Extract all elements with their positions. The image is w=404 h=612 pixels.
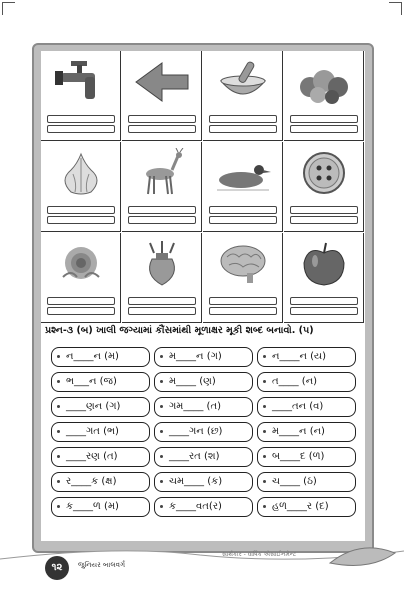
exercise-text: હળ____ર (દ) (272, 501, 329, 512)
exercise-box[interactable] (51, 347, 150, 367)
picture-grid (41, 51, 365, 323)
worksheet-frame (32, 43, 374, 553)
bullet-dot (263, 505, 266, 508)
tap-image (51, 57, 111, 107)
garlic-image (51, 148, 111, 198)
button-image (294, 148, 354, 198)
rose-image (51, 239, 111, 289)
exercise-box[interactable] (51, 372, 150, 392)
exercise-box[interactable] (51, 497, 150, 517)
bullet-dot (263, 380, 266, 383)
exercise-box[interactable] (154, 397, 253, 417)
duck-image (213, 148, 273, 198)
vegetables-image (294, 57, 354, 107)
answer-box[interactable] (47, 297, 115, 305)
question-title: પ્રશ્ન-૩ (બ) ખાલી જગ્યામાં કૌંસમાંથી મૂળાક્ષર મૂકી શબ્દ બનાવો. (૫) (45, 325, 314, 336)
exercise-text: ન____ન (ય) (272, 351, 327, 362)
exercise-box[interactable] (257, 347, 356, 367)
answer-box[interactable] (128, 206, 196, 214)
bullet-dot (57, 480, 60, 483)
answer-box[interactable] (209, 125, 277, 133)
exercise-text: બ____દ (ળ) (272, 451, 325, 462)
answer-box[interactable] (209, 307, 277, 315)
picture-cell (41, 233, 121, 323)
exercise-text: ગમ____ (ત) (169, 401, 221, 412)
bullet-dot (160, 505, 163, 508)
bullet-dot (57, 380, 60, 383)
bullet-dot (160, 480, 163, 483)
exercise-box[interactable] (154, 447, 253, 467)
deer-image (132, 148, 192, 198)
picture-cell (122, 51, 202, 141)
answer-box[interactable] (47, 125, 115, 133)
exercise-box[interactable] (51, 447, 150, 467)
bullet-dot (57, 355, 60, 358)
picture-cell (284, 233, 364, 323)
bullet-dot (160, 380, 163, 383)
exercise-box[interactable] (51, 397, 150, 417)
exercise-box[interactable] (51, 422, 150, 442)
answer-box[interactable] (128, 297, 196, 305)
bullet-dot (263, 455, 266, 458)
answer-box[interactable] (128, 125, 196, 133)
exercise-text: ર____ક (ક્ષ) (66, 476, 117, 487)
answer-box[interactable] (47, 206, 115, 214)
answer-box[interactable] (209, 206, 277, 214)
answer-box[interactable] (290, 297, 358, 305)
bullet-dot (160, 455, 163, 458)
exercise-text: ____ગત (ભ) (66, 426, 119, 437)
answer-box[interactable] (128, 307, 196, 315)
exercise-text: ન____ન (મ) (66, 351, 119, 362)
answer-box[interactable] (128, 216, 196, 224)
exercise-box[interactable] (257, 447, 356, 467)
exercise-text: ચમ____ (ક) (169, 476, 223, 487)
picture-cell (203, 51, 283, 141)
answer-box[interactable] (290, 307, 358, 315)
crop-mark-top-left (2, 2, 15, 15)
picture-cell (41, 51, 121, 141)
exercise-text: ____ણન (ગ) (66, 401, 121, 412)
apple-image (294, 239, 354, 289)
picture-cell (122, 142, 202, 232)
exercise-box[interactable] (154, 497, 253, 517)
bullet-dot (160, 405, 163, 408)
footer-right-text: સાર્થકાર - વાર્ષિક એસાઈનમેન્ટ (222, 551, 297, 558)
answer-box[interactable] (47, 307, 115, 315)
exercise-text: ____ગન (છ) (169, 426, 223, 437)
answer-box[interactable] (209, 216, 277, 224)
crop-mark-top-right (389, 2, 402, 15)
answer-box[interactable] (290, 115, 358, 123)
exercise-box[interactable] (257, 372, 356, 392)
brain-image (213, 239, 273, 289)
exercise-text: મ____ન (ગ) (169, 351, 222, 362)
bullet-dot (57, 430, 60, 433)
exercise-text: ____રણ (ત) (66, 451, 118, 462)
bullet-dot (160, 430, 163, 433)
answer-box[interactable] (47, 216, 115, 224)
answer-box[interactable] (290, 125, 358, 133)
exercise-text: ભ___ન (જ) (66, 376, 117, 387)
exercise-text: ____રત (શ) (169, 451, 220, 462)
answer-box[interactable] (209, 297, 277, 305)
exercise-box[interactable] (154, 422, 253, 442)
answer-box[interactable] (209, 115, 277, 123)
picture-cell (203, 142, 283, 232)
exercise-box[interactable] (51, 472, 150, 492)
exercise-box[interactable] (257, 472, 356, 492)
bullet-dot (57, 455, 60, 458)
answer-box[interactable] (290, 216, 358, 224)
exercise-box[interactable] (257, 497, 356, 517)
exercise-text: મ____ન (ન) (272, 426, 325, 437)
exercise-box[interactable] (154, 347, 253, 367)
exercise-box[interactable] (257, 397, 356, 417)
answer-box[interactable] (290, 206, 358, 214)
bullet-dot (263, 430, 266, 433)
picture-cell (41, 142, 121, 232)
exercise-box[interactable] (257, 422, 356, 442)
mortar-pestle-image (213, 57, 273, 107)
answer-box[interactable] (128, 115, 196, 123)
picture-cell (122, 233, 202, 323)
kalash-image (132, 239, 192, 289)
picture-cell (284, 51, 364, 141)
exercise-box[interactable] (154, 472, 253, 492)
exercise-text: ____તન (વ) (272, 401, 324, 412)
bullet-dot (160, 355, 163, 358)
answer-box[interactable] (47, 115, 115, 123)
picture-cell (284, 142, 364, 232)
picture-cell (203, 233, 283, 323)
exercise-text: ચ____ (ઠ) (272, 476, 317, 487)
page-number: ૧૨ (45, 556, 69, 580)
bullet-dot (57, 505, 60, 508)
exercise-box[interactable] (154, 372, 253, 392)
arrow-image (132, 57, 192, 107)
bullet-dot (263, 355, 266, 358)
exercise-text: ક____ળ (મ) (66, 501, 119, 512)
worksheet-inner (41, 51, 365, 541)
bullet-dot (263, 405, 266, 408)
bullet-dot (263, 480, 266, 483)
exercise-text: ત____ (ન) (272, 376, 318, 387)
exercise-text: ક____વત(ર) (169, 501, 222, 512)
exercise-text: મ____ (ણ) (169, 376, 216, 387)
footer-left-text: જુનિયર બાલવર્ગ (78, 561, 126, 569)
bullet-dot (57, 405, 60, 408)
